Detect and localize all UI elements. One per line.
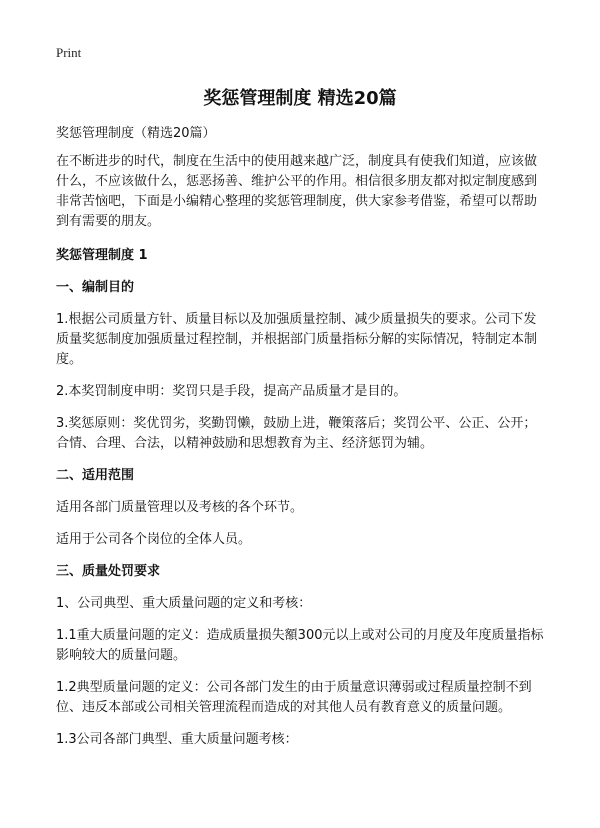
- paragraph-1: 1.根据公司质量方针、质量目标以及加强质量控制、减少质量损失的要求。公司下发质量奖惩制度加强质量过程控制，并根据部门质量指标分解的实际情况，特制定本制度。: [56, 312, 538, 367]
- paragraph-4: 适用各部门质量管理以及考核的各个环节。: [56, 500, 304, 515]
- heading-scope: 二、适用范围: [56, 468, 135, 483]
- paragraph-9: 1.3公司各部门典型、重大质量问题考核：: [56, 732, 298, 747]
- paragraph-3: 3.奖惩原则：奖优罚劣，奖勤罚懒，鼓励上进，鞭策落后；奖罚公平、公正、公开；合情、合理、合法，以精神鼓励和思想教育为主、经济惩罚为辅。: [56, 416, 537, 451]
- paragraph-2: 2.本奖罚制度申明：奖罚只是手段，提高产品质量才是目的。: [56, 384, 407, 399]
- paragraph-6: 1、公司典型、重大质量问题的定义和考核：: [56, 596, 312, 611]
- paragraph-8: 1.2典型质量问题的定义：公司各部门发生的由于质量意识薄弱或过程质量控制不到位、违反本部或公司相关管理流程而造成的对其他人员有教育意义的质量问题。: [56, 680, 532, 715]
- heading-purpose: 一、编制目的: [56, 280, 135, 295]
- section-title: 奖惩管理制度 1: [56, 248, 148, 263]
- heading-penalty: 三、质量处罚要求: [56, 564, 161, 579]
- print-label: Print: [56, 45, 82, 60]
- paragraph-5: 适用于公司各个岗位的全体人员。: [56, 532, 252, 547]
- document-subtitle: 奖惩管理制度（精选20篇）: [56, 126, 216, 141]
- document-title: 奖惩管理制度 精选20篇: [203, 88, 397, 109]
- paragraph-7: 1.1重大质量问题的定义：造成质量损失額300元以上或对公司的月度及年度质量指标影响较大的质量问题。: [56, 628, 544, 663]
- intro-paragraph: 在不断进步的时代，制度在生活中的使用越来越广泛，制度具有使我们知道，应该做什么，不应该做什么，惩恶扬善、维护公平的作用。相信很多朋友都对拟定制度感到非常苦恼吧，下面是小编精心整理的奖惩管理制度，供大家参考借鉴，希望可以帮助到有需要的朋友。: [56, 154, 538, 229]
